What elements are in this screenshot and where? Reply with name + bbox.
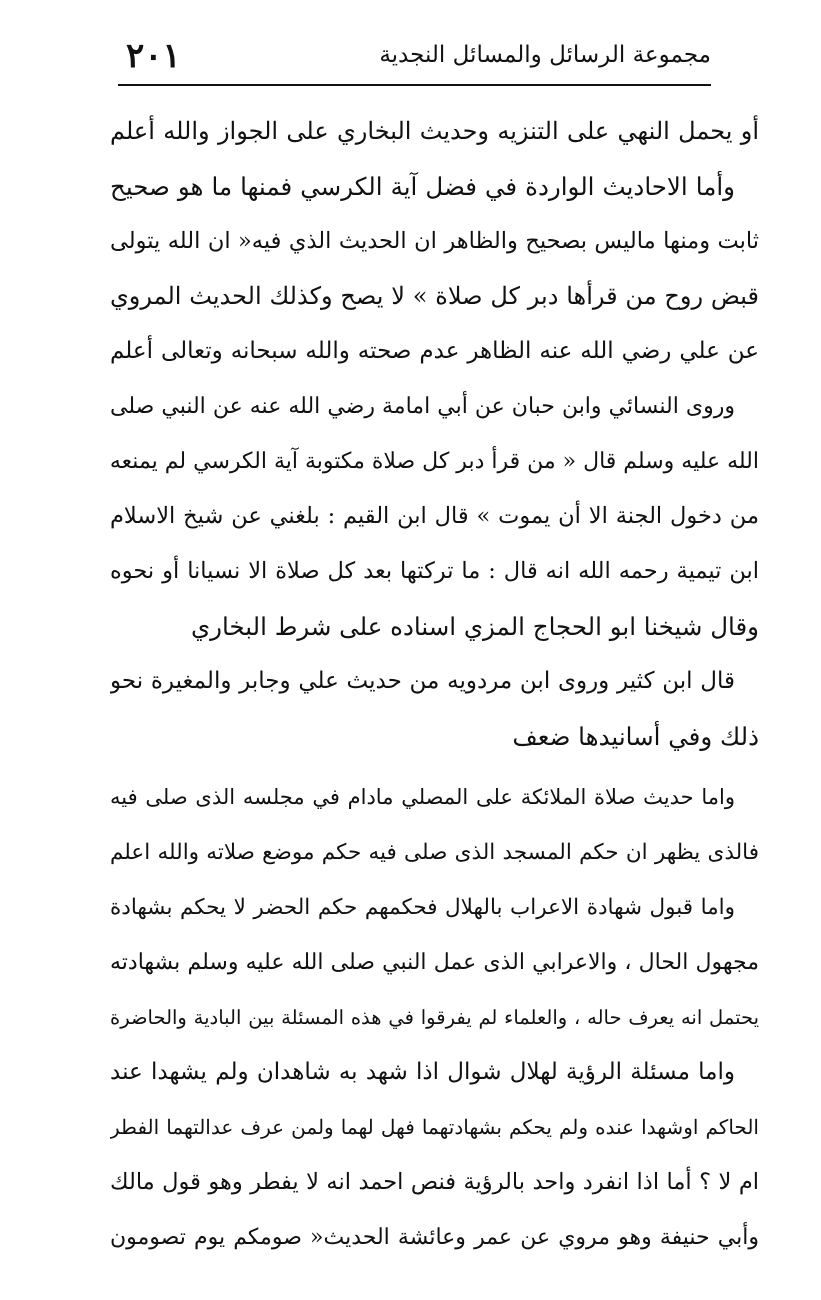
- text-line: ام لا ؟ أما اذا انفرد واحد بالرؤية فنص احمد انه لا يفطر وهو قول مالك: [110, 1169, 759, 1195]
- text-line: ذلك وفي أسانيدها ضعف: [512, 722, 759, 751]
- text-line: فالذى يظهر ان حكم المسجد الذى صلى فيه حكم موضع صلاته والله اعلم: [110, 840, 759, 865]
- text-line: واما مسئلة الرؤية لهلال شوال اذا شهد به شاهدان ولم يشهدا عند: [110, 1059, 735, 1085]
- text-line: وقال شيخنا ابو الحجاج المزي اسناده على شرط البخاري: [190, 612, 759, 641]
- text-line: عن علي رضي الله عنه الظاهر عدم صحته والله سبحانه وتعالى أعلم: [110, 338, 759, 364]
- text-line: ابن تيمية رحمه الله انه قال : ما تركتها بعد كل صلاة الا نسيانا أو نحوه: [110, 558, 759, 584]
- text-line: قال ابن كثير وروى ابن مردويه من حديث علي وجابر والمغيرة نحو: [110, 668, 735, 694]
- text-line: وأما الاحاديث الواردة في فضل آية الكرسي فمنها ما هو صحيح: [110, 172, 735, 201]
- text-line: قبض روح من قرأها دبر كل صلاة » لا يصح وكذلك الحديث المروي: [110, 282, 759, 310]
- text-line: من دخول الجنة الا أن يموت » قال ابن القيم : بلغني عن شيخ الاسلام: [110, 503, 759, 529]
- text-line: مجهول الحال ، والاعرابي الذى عمل النبي صلى الله عليه وسلم بشهادته: [110, 950, 759, 975]
- text-line: وروى النسائي وابن حبان عن أبي امامة رضي الله عنه عن النبي صلى: [110, 394, 735, 419]
- text-line: أو يحمل النهي على التنزيه وحديث البخاري على الجواز والله أعلم: [110, 117, 759, 145]
- text-line: ثابت ومنها ماليس بصحيح والظاهر ان الحديث الذي فيه« ان الله يتولى: [110, 228, 759, 254]
- page-number: ٢٠١: [126, 36, 181, 76]
- text-line: وأبي حنيفة وهو مروي عن عمر وعائشة الحديث« صومكم يوم تصومون: [110, 1225, 759, 1250]
- text-line: الحاكم اوشهدا عنده ولم يحكم بشهادتهما فهل لهما ولمن عرف عدالتهما الفطر: [110, 1115, 759, 1139]
- text-line: واما حديث صلاة الملائكة على المصلي مادام في مجلسه الذى صلى فيه: [110, 785, 735, 809]
- text-line: واما قبول شهادة الاعراب بالهلال فحكمهم حكم الحضر لا يحكم بشهادة: [110, 895, 735, 920]
- text-line: يحتمل انه يعرف حاله ، والعلماء لم يفرقوا في هذه المسئلة بين البادية والحاضرة: [110, 1006, 759, 1029]
- text-line: الله عليه وسلم قال « من قرأ دبر كل صلاة مكتوبة آية الكرسي لم يمنعه: [110, 449, 759, 474]
- header-rule: [118, 84, 711, 86]
- body-text: [110, 104, 759, 1265]
- page-header: [120, 30, 711, 86]
- running-title: مجموعة الرسائل والمسائل النجدية: [379, 42, 711, 68]
